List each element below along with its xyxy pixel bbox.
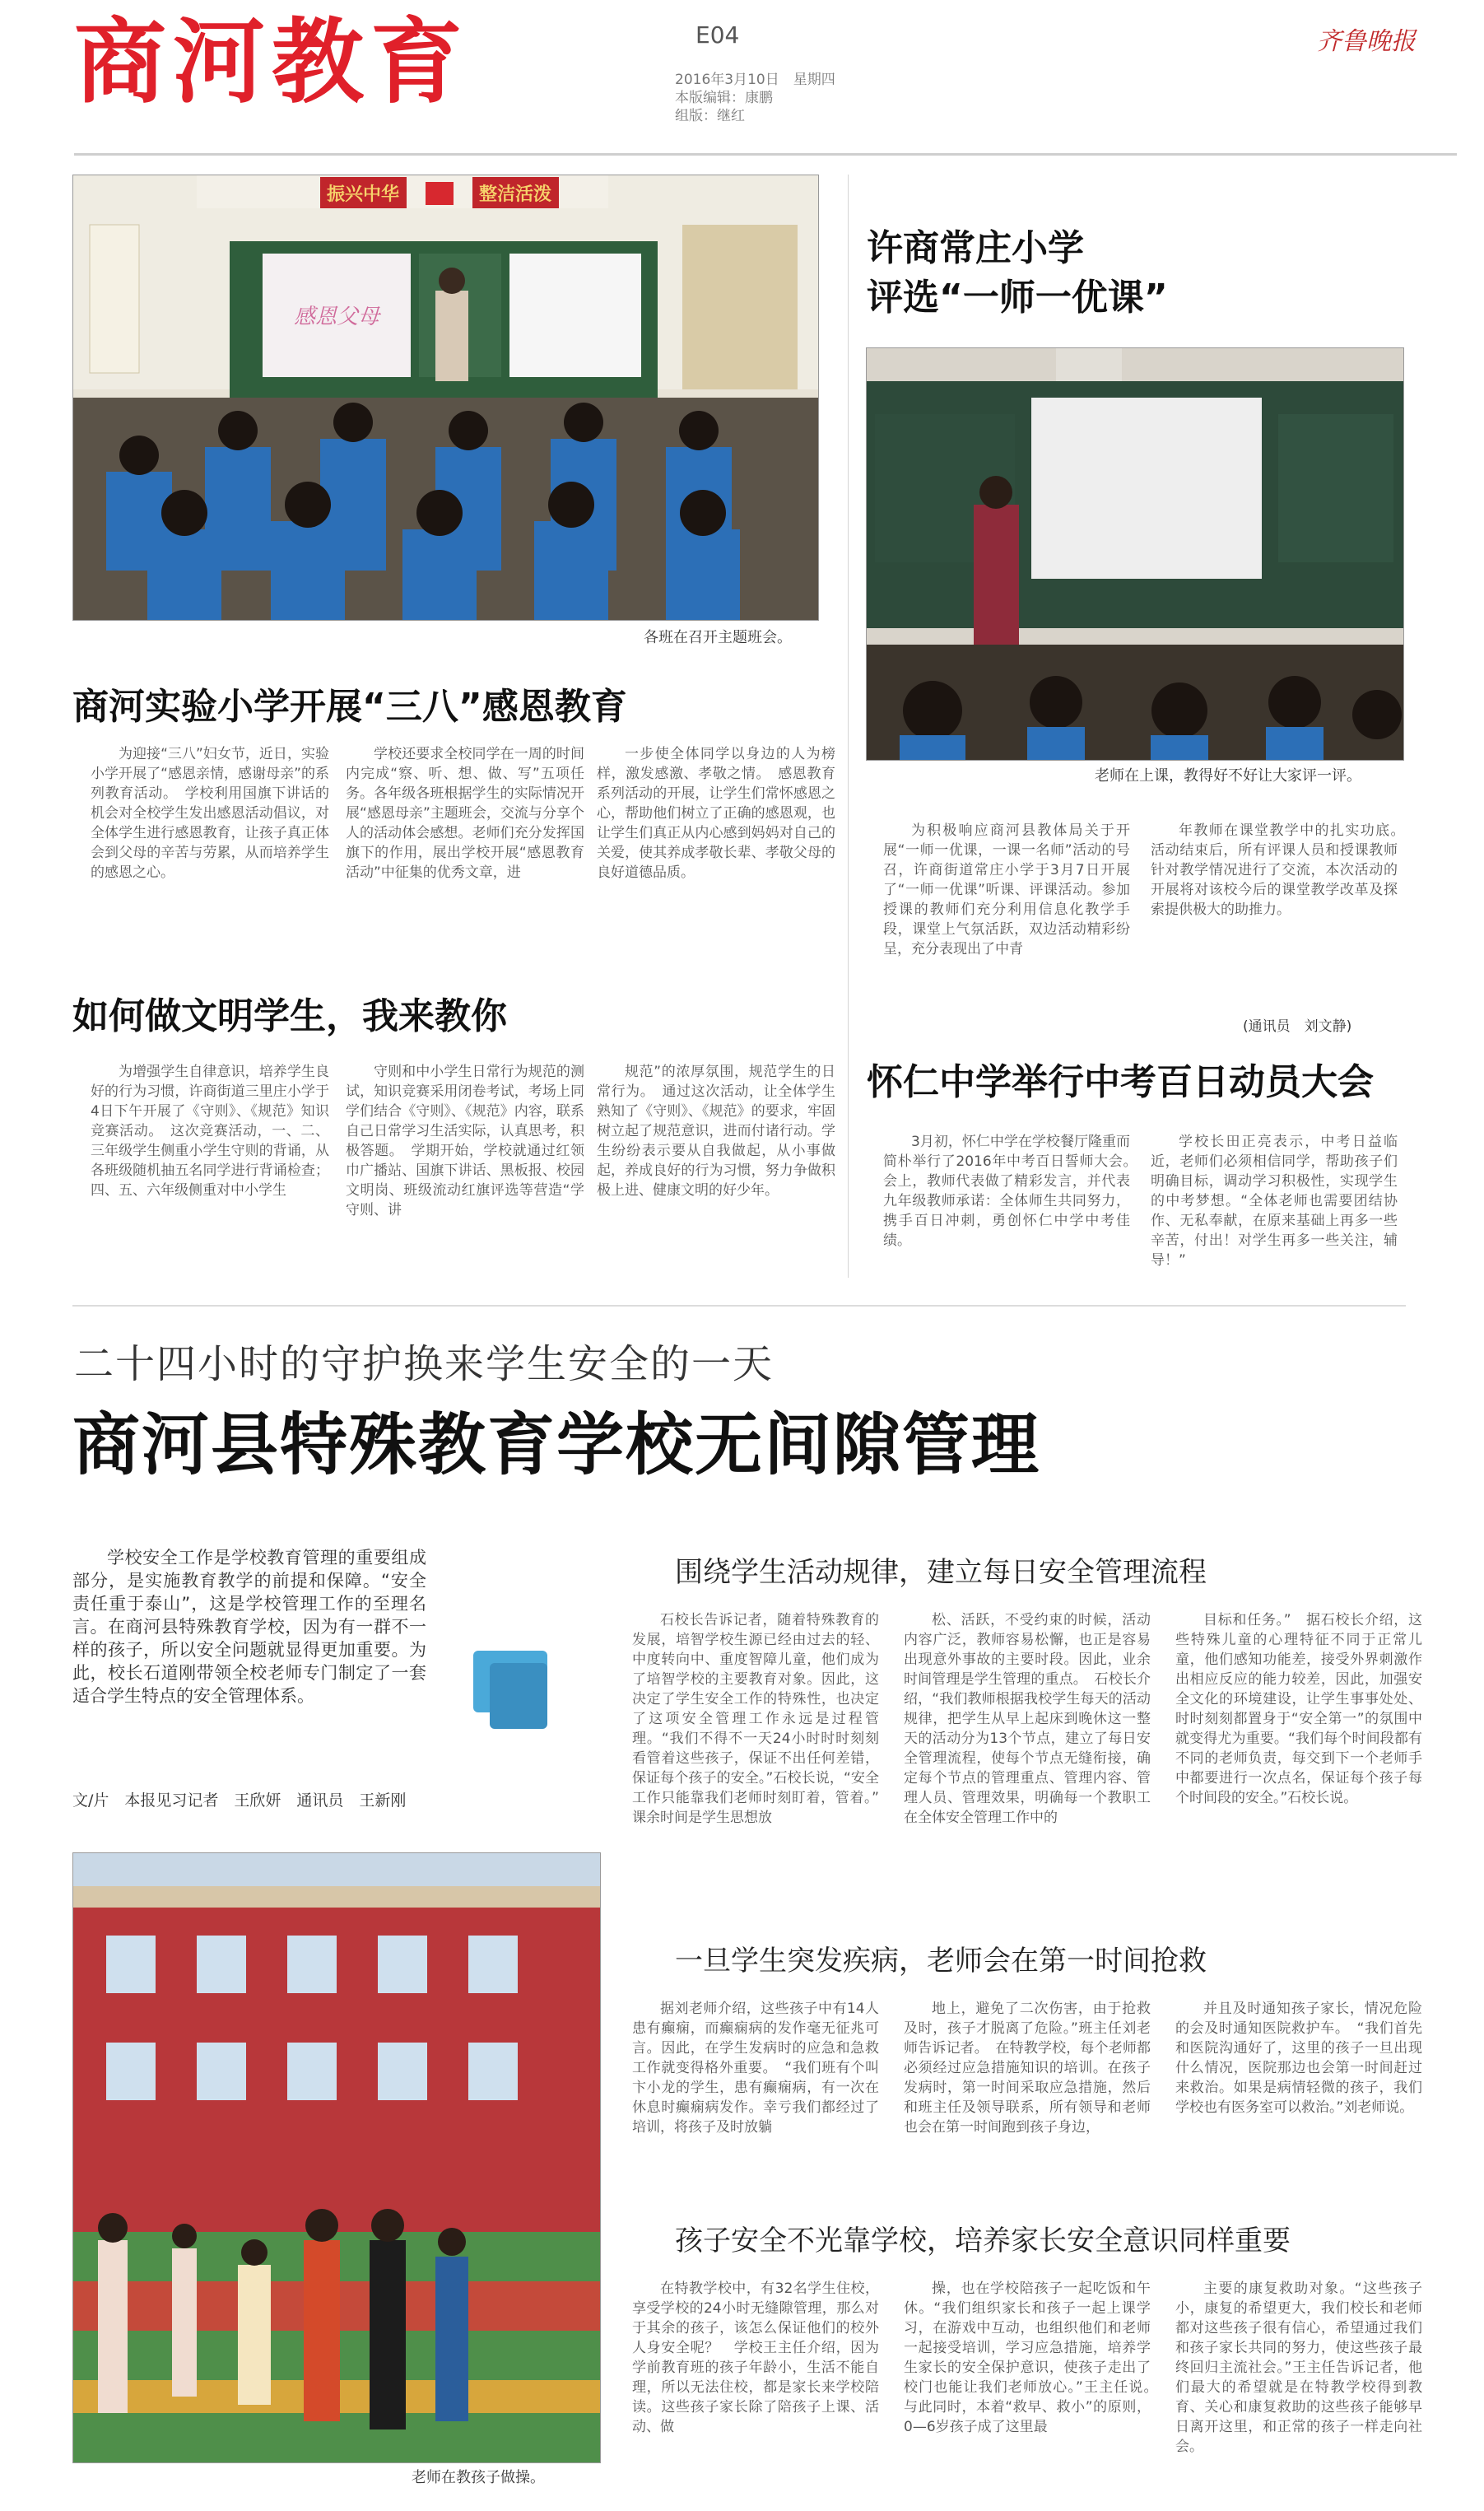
- story2-photo-caption: 老师在上课，教得好不好让大家评一评。: [1095, 767, 1361, 785]
- story3-col2: 守则和中小学生日常行为规范的测试，知识竞赛采用闭卷考试，考场上同学们结合《守则》、《规范》内容，联系自己日常学习生活实际，认真思考，积极答题。 学期开始，学校就通过红领巾广播站、国旗下讲话、黑板报、校园文明岗、班级流动红旗评选等营造“学守则、讲: [346, 1064, 584, 1218]
- masthead: 商河教育: [74, 8, 469, 116]
- feature-title: 商河县特殊教育学校无间隙管理: [72, 1406, 1041, 1484]
- story2-title: 许商常庄小学 评选“一师一优课”: [867, 227, 1168, 319]
- story4-col1: 3月初，怀仁中学在学校餐厅隆重而简朴举行了2016年中考百日誓师大会。 会上，教师代表做了精彩发言，并代表九年级教师承诺：全体师生共同努力，携手百日冲刺，勇创怀仁中学中考佳绩。: [883, 1134, 1144, 1249]
- story2-credit: (通讯员 刘文静): [1243, 1018, 1352, 1035]
- story2-col2: 年教师在课堂教学中的扎实功底。 活动结束后，所有评课人员和授课教师针对教学情况进行了交流，本次活动的开展将对该校今后的课堂教学改革及探索提供极大的助推力。: [1151, 822, 1412, 918]
- story3-col3: 规范”的浓厚氛围，规范学生的日常行为。 通过这次活动，让全体学生熟知了《守则》、《规范》的要求，牢固树立起了规范意识，进而付诸行动。学生纷纷表示要从自我做起，从小事做起，养成良好的行为习惯，努力争做积极上进、健康文明的好少年。: [597, 1064, 835, 1199]
- feature-s3-title: 孩子安全不光靠学校，培养家长安全意识同样重要: [675, 2224, 1291, 2257]
- feature-lead: 学校安全工作是学校教育管理的重要组成部分，是实施教育教学的前提和保障。“安全责任重于泰山”，这是学校管理工作的至理名言。在商河县特殊教育学校，因为有一群不一样的孩子，所以安全问题就显得更加重要。为此，校长石道刚带领全校老师专门制定了一套适合学生特点的安全管理体系。: [72, 1548, 426, 1706]
- classroom-photo: [72, 175, 819, 621]
- feature-top-rule: [72, 1305, 1406, 1307]
- feature-s1-col2: 松、活跃，不受约束的时候，活动内容广泛，教师容易松懈，也正是容易出现意外事故的主要时段。因此，业余时间管理是学生管理的重点。 石校长介绍，“我们教师根据我校学生每天的活动规律，把学生从早上起床到晚休这一整天的活动分为13个节点，建立了每日安全管理流程，使每个节点无缝衔接，确定每个节点的管理重点、管理内容、管理人员、管理效果，明确每一个教职工在全体安全管理工作中的: [904, 1612, 1151, 1826]
- story3-col1: 为增强学生自律意识，培养学生良好的行为习惯，许商街道三里庄小学于4日下午开展了《守则》、《规范》知识竞赛活动。 这次竞赛活动，一、二、三年级学生侧重小学生守则的背诵，从各班级随机抽五名同学进行背诵检查；四、五、六年级侧重对中小学生: [91, 1064, 329, 1199]
- newspaper-logo: 齐鲁晚报: [1317, 27, 1416, 56]
- story1-col1: 为迎接“三八”妇女节，近日，实验小学开展了“感恩亲情，感谢母亲”的系列教育活动。 学校利用国旗下讲话的机会对全校学生发出感恩活动倡议，对全体学生进行感恩教育，让孩子真正体会到父母的辛苦与劳累，从而培养学生的感恩之心。: [91, 746, 329, 881]
- story2-col1: 为积极响应商河县教体局关于开展“一师一优课，一课一名师”活动的号召，许商街道常庄小学于3月7日开展了“一师一优课”听课、评课活动。参加授课的教师们充分利用信息化教学手段，课堂上气氛活跃，双边活动精彩纷呈，充分表现出了中青: [883, 822, 1130, 957]
- story1-col3: 一步使全体同学以身边的人为榜样，激发感激、孝敬之情。 感恩教育系列活动的开展，让学生们常怀感恩之心，帮助他们树立了正确的感恩观，也让学生们真正从内心感到妈妈对自己的关爱，使其养成孝敬长辈、孝敬父母的良好道德品质。: [597, 746, 835, 881]
- story1-title: 商河实验小学开展“三八”感恩教育: [72, 686, 627, 728]
- feature-s1-title: 围绕学生活动规律，建立每日安全管理流程: [675, 1556, 1207, 1589]
- exercise-illustration: [73, 1853, 600, 2462]
- story4-title: 怀仁中学举行中考百日动员大会: [867, 1061, 1374, 1103]
- feature-s2-col1: 据刘老师介绍，这些孩子中有14人患有癫痫，而癫痫病的发作毫无征兆可言。因此，在学生发病时的应急和急救工作就变得格外重要。 “我们班有个叫卞小龙的学生，患有癫痫病，有一次在休息时癫痫病发作。幸亏我们都经过了培训，将孩子及时放躺: [632, 2001, 879, 2136]
- issue-date: 2016年3月10日 星期四: [675, 72, 835, 88]
- feature-s2-title: 一旦学生突发疾病，老师会在第一时间抢救: [675, 1945, 1207, 1978]
- classroom-illustration: [73, 175, 818, 620]
- speech-bubble-icon-back: [490, 1663, 547, 1729]
- header-rule: [74, 153, 1457, 156]
- story3-title: 如何做文明学生，我来教你: [72, 995, 507, 1037]
- feature-subtitle: 二十四小时的守护换来学生安全的一天: [74, 1341, 775, 1387]
- teaching-photo: [866, 347, 1404, 761]
- feature-s2-col2: 地上，避免了二次伤害，由于抢救及时，孩子才脱离了危险。”班主任刘老师告诉记者。 在特教学校，每个老师都必须经过应急措施知识的培训。在孩子发病时，第一时间采取应急措施，然后和班主任及领导联系，所有领导和老师也会在第一时间跑到孩子身边，: [904, 2001, 1151, 2136]
- feature-s3-col3: 主要的康复救助对象。“这些孩子小，康复的希望更大，我们校长和老师都对这些孩子很有信心，希望通过我们和孩子家长共同的努力，使这些孩子最终回归主流社会。”王主任告诉记者，他们最大的希望就是在特教学校得到教育、关心和康复救助的这些孩子能够早日离开这里，和正常的孩子一样走向社会。: [1175, 2280, 1422, 2455]
- page-number: E04: [695, 21, 740, 49]
- column-divider: [848, 175, 849, 1278]
- story4-col2: 学校长田正亮表示，中考日益临近，老师们必须相信同学，帮助孩子们明确目标，调动学习积极性，实现学生的中考梦想。“全体老师也需要团结协作、无私奉献，在原来基础上再多一些辛苦，付出！对学生再多一些关注，辅导！”: [1151, 1134, 1398, 1269]
- editor-credit: 本版编辑：康鹏: [675, 90, 773, 106]
- feature-s3-col2: 操，也在学校陪孩子一起吃饭和午休。“我们组织家长和孩子一起上课学习，在游戏中互动，也组织他们和老师一起接受培训，学习应急措施，培养学生家长的安全保护意识，使孩子走出了校门也能让我们老师放心。”王主任说。 与此同时，本着“救早、救小”的原则，0—6岁孩子成了这里最: [904, 2280, 1165, 2435]
- feature-byline: 文/片 本报见习记者 王欣妍 通讯员 王新刚: [72, 1791, 407, 1810]
- feature-s2-col3: 并且及时通知孩子家长，情况危险的会及时通知医院救护车。 “我们首先和医院沟通好了，这里的孩子一旦出现什么情况，医院那边也会第一时间赶过来救治。如果是病情轻微的孩子，我们学校也有医务室可以救治。”刘老师说。: [1175, 2001, 1422, 2116]
- layout-credit: 组版：继红: [675, 108, 745, 124]
- feature-photo-caption: 老师在教孩子做操。: [412, 2469, 545, 2486]
- exercise-photo: [72, 1852, 601, 2463]
- feature-s1-col1: 石校长告诉记者，随着特殊教育的发展，培智学校生源已经由过去的轻、中度转向中、重度智障儿童，他们成为了培智学校的主要教育对象。因此，这决定了学生安全工作的特殊性，也决定了这项安全管理工作永远是过程管理。“我们不得不一天24小时时时刻刻看管着这些孩子，保证不出任何差错，保证每个孩子的安全。”石校长说，“安全工作只能靠我们老师时刻盯着，管着。” 课余时间是学生思想放: [632, 1612, 893, 1826]
- feature-s3-col1: 在特教学校中，有32名学生住校，享受学校的24小时无缝隙管理，那么对于其余的孩子，该怎么保证他们的校外人身安全呢？ 学校王主任介绍，因为学前教育班的孩子年龄小，生活不能自理，所以无法住校，都是家长来学校陪读。这些孩子家长除了陪孩子上课、活动、做: [632, 2280, 879, 2435]
- banner-left: 振兴中华: [326, 184, 400, 205]
- banner-right: 整洁活泼: [478, 184, 552, 205]
- story1-col2: 学校还要求全校同学在一周的时间内完成“察、听、想、做、写”五项任务。各年级各班根据学生的实际情况开展“感恩母亲”主题班会，交流与分享个人的活动体会感想。老师们充分发挥国旗下的作用，展出学校开展“感恩教育活动”中征集的优秀文章，进: [346, 746, 584, 881]
- teaching-illustration: [867, 348, 1403, 760]
- feature-s1-col3: 目标和任务。” 据石校长介绍，这些特殊儿童的心理特征不同于正常儿童，他们感知功能差，接受外界刺激作出相应反应的能力较差，因此，加强安全文化的环境建设，让学生事事处处、时时刻刻都置身于“安全第一”的氛围中就变得尤为重要。“我们每个时间段都有不同的老师负责，每交到下一个老师手中都要进行一次点名，保证每个孩子每个时间段的安全。”石校长说。: [1175, 1612, 1422, 1806]
- story1-photo-caption: 各班在召开主题班会。: [644, 629, 792, 646]
- board-text: 感恩父母: [293, 305, 380, 329]
